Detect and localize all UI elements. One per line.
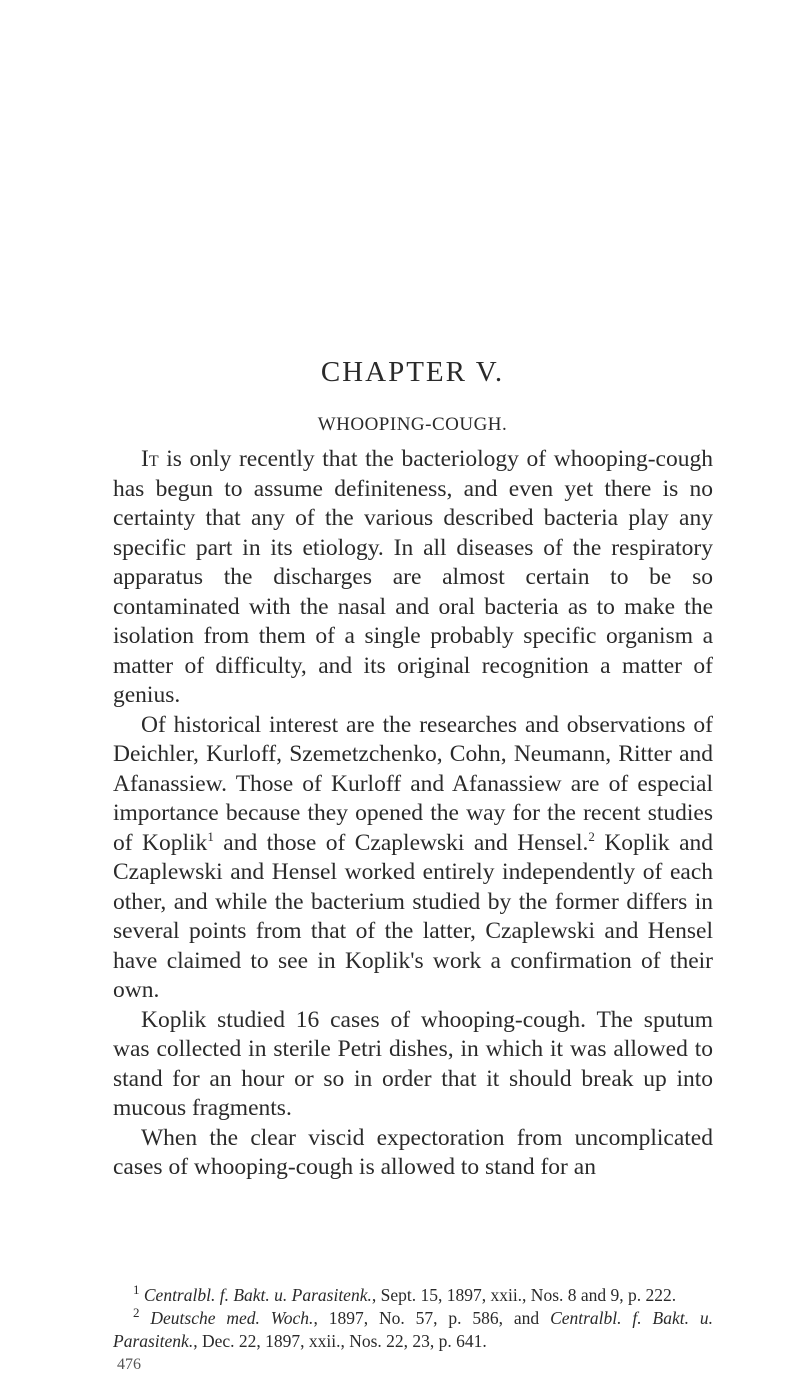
footnote-2-journal-a: Deutsche med. Woch. [150,1308,314,1328]
body-text [113,445,713,1183]
footnote-1-marker: 1 [133,1282,140,1298]
paragraph-2 [113,711,713,1006]
paragraph-2-text-b: and those of Czaplewski and Hensel. [213,829,589,856]
footnote-2-marker: 2 [133,1305,140,1321]
footnote-ref-1: 1 [207,828,214,844]
page-number: 476 [117,1356,141,1373]
footnote-ref-2: 2 [588,828,595,844]
paragraph-2-text-c: Koplik and Czaplewski and Hensel worked entirely independently of each other, and while the bacterium studied by the former differs in several points from that of the latter, Czaplewski and Hensel have claimed to see in Koplik's work a confirmation of their own. [113,829,713,1003]
footnotes [113,1284,713,1353]
paragraph-1 [113,445,713,711]
paragraph-2-text-a: Of historical interest are the researches and observations of Deichler, Kurloff, Szemetzchenko, Cohn, Neumann, Ritter and Afanassiew. Those of Kurloff and Afanassiew are of especial importance because they opened the way for the recent studies of Koplik [113,711,713,856]
paragraph-3: Koplik studied 16 cases of whooping-cough. The sputum was collected in sterile Petri dishes, in which it was allowed to stand for an hour or so in order that it should break up into mucous fragments. [113,1006,713,1121]
footnote-2-citation-b: , Dec. 22, 1897, xxii., Nos. 22, 23, p. 641. [193,1331,487,1351]
chapter-title: WHOOPING-COUGH. [317,414,508,435]
footnote-1-journal: Centralbl. f. Bakt. u. Parasitenk. [143,1285,372,1305]
footnote-2 [113,1307,713,1353]
paragraph-1-text: is only recently that the bacteriology of whooping-cough has begun to assume definiteness, and even yet there is no certainty that any of the various described bacteria play any specific part in its etiology. In all diseases of the respiratory apparatus the discharges are almost certain to be so contaminated with the nasal and oral bacteria as to make the isolation from them of a single probably specific organism a matter of difficulty, and its original recognition a matter of genius. [113,446,713,708]
footnote-1-citation: , Sept. 15, 1897, xxii., Nos. 8 and 9, p. 222. [371,1285,677,1305]
paragraph-4: When the clear viscid expectoration from uncomplicated cases of whooping-cough is allowed to stand for an [113,1124,713,1180]
chapter-heading: CHAPTER V. [320,356,505,388]
opening-word: It [141,446,159,472]
footnote-2-journal-b: Centralbl. f. Bakt. u. Parasitenk. [113,1308,713,1351]
footnote-1 [113,1284,713,1307]
footnote-2-citation-a: , 1897, No. 57, p. 586, and [313,1308,551,1328]
